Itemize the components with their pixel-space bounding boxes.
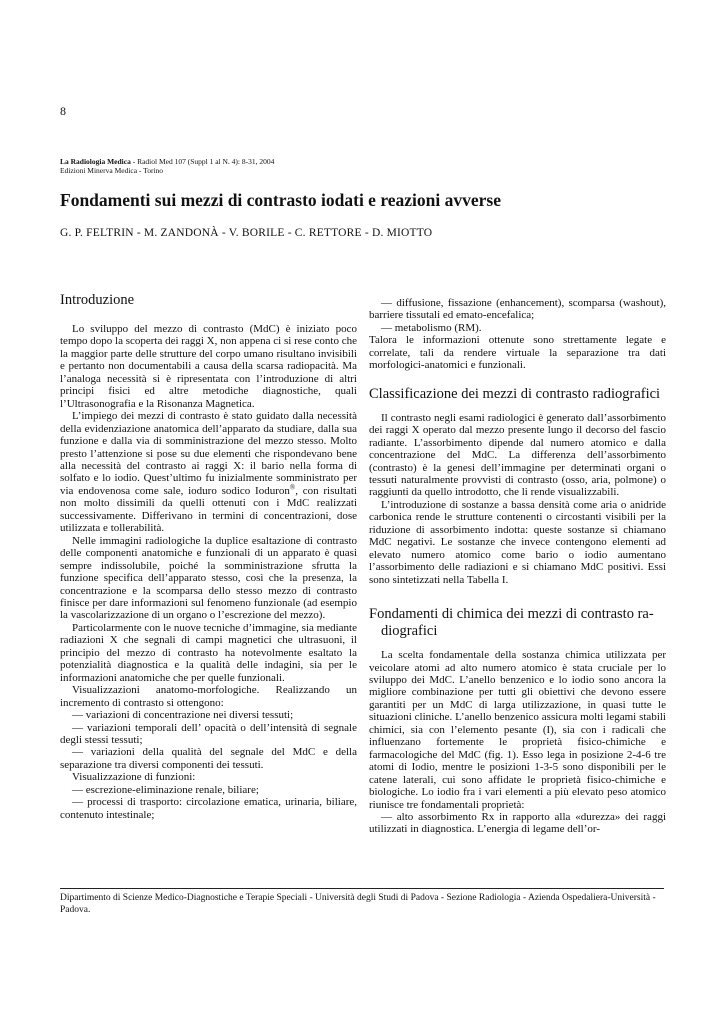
paragraph: Visualizzazioni anatomo-morfologiche. Realizzando un incremento di contrasto si ottengono: — [60, 684, 357, 709]
paragraph: L’introduzione di sostanze a bassa densità come aria o anidride carbonica rende le strutture contenenti o circostanti visibili per la riduzione di assorbimento indotta: queste sostanze si chiamano MdC negativi. Le sostanze che invece contengono elementi ad elevato numero atomico come bario o iodio aumentano l’assorbimento delle radiazioni e si chiamano MdC positivi. Essi sono sintetizzati nella Tabella I. — [369, 498, 666, 586]
paragraph: Talora le informazioni ottenute sono strettamente legate e correlate, tali da rendere virtuale la separazione tra dati morfologici-anatomici e funzionali. — [369, 334, 666, 372]
list-item: — escrezione-eliminazione renale, biliare; — [72, 783, 259, 796]
paragraph: Lo sviluppo del mezzo di contrasto (MdC) è iniziato poco tempo dopo la scoperta dei raggi X, non appena ci si rese conto che la maggior parte delle strutture del corpo umano risultano invisibili e pertanto non documentabili a causa della scarsa radiopacità. Ma l’analoga necessità si è ripresentata con l’introduzione di altri principi fisici ed altre metodiche diagnostiche, quali l’Ultrasonografia e la Risonanza Magnetica. — [60, 323, 357, 410]
section-heading-introduzione: Introduzione — [60, 292, 135, 308]
paragraph: La scelta fondamentale della sostanza chimica utilizzata per veicolare atomi ad alto numero atomico è stata cruciale per lo sviluppo dei MdC. L’anello benzenico e lo iodio sono ancora la migliore combinazione per tutti gli obiettivi che devono essere garantiti per un MdC di larga utilizzazione, in quasi tutte le situazioni cliniche. L’anello benzenico assicura molti legami stabili chimici, sia con l’elemento pesante (I), sia con i radicali che influenzano fortemente le proprietà fisico-chimiche e farmacologiche del MdC (fig. 1). Esso lega in posizione 2-4-6 tre atomi di Iodio, mentre le posizioni 1-3-5 sono disponibili per le catene laterali, cui sono affidate le proprietà fisico-chimiche e biologiche. Lo iodio fra i vari elementi a più elevato peso atomico riunisce tre fondamentali proprietà: — [369, 649, 666, 811]
list-item: — diffusione, fissazione (enhancement), scomparsa (washout), barriere tissutali ed emato-encefalica; — [369, 297, 666, 322]
paragraph — [60, 410, 357, 535]
paragraph: — alto assorbimento Rx in rapporto alla «durezza» dei raggi utilizzati in diagnostica. L’energia di legame dell’or- — [369, 810, 666, 836]
journal-citation: - Radiol Med 107 (Suppl 1 al N. 4): 8-31, 2004 — [130, 157, 275, 166]
paragraph: Visualizzazione di funzioni: — [72, 771, 196, 784]
paragraph: Il contrasto negli esami radiologici è generato dall’assorbimento dei raggi X operato dal mezzo presente lungo il decorso del fascio radiante. L’assorbimento dipende dal numero atomico e dalla concentrazione del MdC. La differenza dell’assorbimento (contrasto) è la genesi dell’immagine per determinati organi o tessuti naturalmente provvisti di contrasto (osso, aria, polmone) o raggiunti da quello introdotto, che li rende visualizzabili. — [369, 411, 666, 499]
paragraph: Nelle immagini radiologiche la duplice esaltazione di contrasto delle componenti anatomiche e funzionali di un apparato è quasi sempre indissolubile, poiché la somministrazione sfrutta la funzione specifica dell’apparato stesso, così che la presenza, la concentrazione e la scomparsa dello stesso mezzo di contrasto finisce per dare informazioni sul fenomeno funzionale (ad esempio la vascolarizzazione di un organo o l’escrezione del mezzo). — [60, 534, 357, 622]
paragraph: Particolarmente con le nuove tecniche d’immagine, sia mediante radiazioni X che segnali di campi magnetici che ultrasuoni, il principio del mezzo di contrasto ha notevolmente esaltato la potenzialità diagnostica e la qualità delle indagini, sia per le informazioni anatomiche che per quelle funzionali. — [60, 621, 357, 684]
section-heading-classificazione: Classificazione dei mezzi di contrasto radiografici — [369, 385, 661, 402]
affiliation-footnote: Dipartimento di Scienze Medico-Diagnostiche e Terapie Speciali - Università degli Studi di Padova - Sezione Radiologia - Azienda Ospedaliera-Università - Padova. — [60, 893, 656, 915]
article-authors: G. P. FELTRIN - M. ZANDONÀ - V. BORILE - C. RETTORE - D. MIOTTO — [60, 227, 433, 239]
right-column — [369, 297, 666, 836]
footnote-divider — [60, 888, 664, 889]
heading-line: diografici — [381, 623, 438, 640]
left-column — [60, 292, 357, 821]
article-title: Fondamenti sui mezzi di contrasto iodati e reazioni avverse — [60, 190, 502, 210]
list-item: — variazioni temporali dell’ opacità o dell’intensità di segnale degli stessi tessuti; — [60, 721, 357, 746]
journal-name: La Radiologia Medica — [60, 157, 131, 166]
paragraph-text: L’impiego dei mezzi di contrasto è stato guidato dalla necessità della evidenziazione anatomica dell’apparato da studiare, dalla sua funzione e dalla via di somministrazione del mezzo stesso. Molto presto l’attenzione si pose su due elementi che rispondevano bene alla necessità del contrasto ai raggi X: il bario nella forma di solfato e lo iodio. Quest’ultimo fu inizialmente somministrato per via endovenosa come sale, ioduro sodico Ioduron — [60, 410, 357, 497]
list-item: — processi di trasporto: circolazione ematica, urinaria, biliare, contenuto intestinale; — [60, 796, 357, 821]
page-number: 8 — [60, 104, 66, 118]
journal-header — [60, 157, 274, 175]
heading-line: Fondamenti di chimica dei mezzi di contrasto ra- — [369, 606, 654, 623]
registered-mark: ® — [289, 483, 296, 492]
publisher-line: Edizioni Minerva Medica - Torino — [60, 166, 164, 175]
list-item: — metabolismo (RM). — [381, 321, 482, 334]
section-heading-chimica — [369, 606, 666, 640]
list-item: — variazioni di concentrazione nei diversi tessuti; — [72, 709, 294, 722]
journal-citation-line — [60, 157, 274, 166]
paragraph-text: , con risultati non molto dissimili da quelli ottenuti con i MdC realizzati successivamente. Differivano in termini di concentrazioni, dose utilizzata e tollerabilità. — [60, 484, 357, 535]
list-item: — variazioni della qualità del segnale del MdC e della separazione tra diversi componenti dei tessuti. — [60, 746, 357, 771]
